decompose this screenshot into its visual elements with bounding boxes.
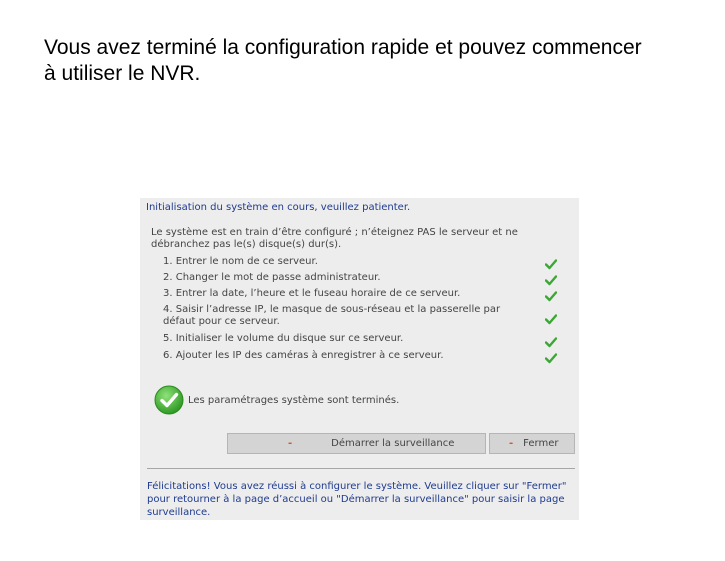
completion-status: [154, 385, 399, 415]
success-check-icon: [154, 385, 184, 415]
step-label: 2. Changer le mot de passe administrateur.: [163, 272, 381, 283]
dialog-header: Initialisation du système en cours, veuillez patienter.: [146, 202, 411, 213]
check-icon: [545, 274, 557, 286]
check-icon: [545, 313, 557, 325]
divider: [147, 468, 575, 469]
close-button[interactable]: [489, 433, 575, 454]
setup-dialog: [140, 198, 579, 520]
step-item: [163, 350, 553, 366]
step-label: 4. Saisir l’adresse IP, le masque de sous-réseau et la passerelle par défaut pour ce serveur.: [163, 304, 501, 327]
start-monitoring-label: Démarrer la surveillance: [331, 438, 455, 449]
check-icon: [545, 290, 557, 302]
step-item: [163, 288, 553, 304]
step-item: [163, 272, 553, 288]
step-label: 1. Entrer le nom de ce serveur.: [163, 256, 318, 267]
step-item: [163, 256, 553, 272]
check-icon: [545, 336, 557, 348]
slide-title: Vous avez terminé la configuration rapide et pouvez commencer à utiliser le NVR.: [44, 36, 642, 85]
close-label: Fermer: [523, 438, 559, 449]
button-marker: -: [288, 438, 293, 449]
step-list: [163, 256, 553, 366]
completion-message: Les paramétrages système sont terminés.: [188, 394, 400, 406]
check-icon: [545, 258, 557, 270]
step-label: 3. Entrer la date, l’heure et le fuseau horaire de ce serveur.: [163, 288, 461, 299]
check-icon: [545, 352, 557, 364]
congrats-message: Félicitations! Vous avez réussi à configurer le système. Veuillez cliquer sur "Fermer" pour retourner à la page d’accueil ou "Démarrer la surveillance" pour saisir la page surveillance.: [147, 481, 567, 518]
warning-text: Le système est en train d’être configuré ; n’éteignez PAS le serveur et ne débranchez pas le(s) disque(s) dur(s).: [151, 227, 518, 250]
step-label: 5. Initialiser le volume du disque sur ce serveur.: [163, 333, 404, 344]
button-marker: -: [509, 438, 514, 449]
step-item: [163, 333, 553, 350]
start-monitoring-button[interactable]: [227, 433, 486, 454]
step-item: [163, 304, 553, 333]
step-label: 6. Ajouter les IP des caméras à enregistrer à ce serveur.: [163, 350, 444, 361]
